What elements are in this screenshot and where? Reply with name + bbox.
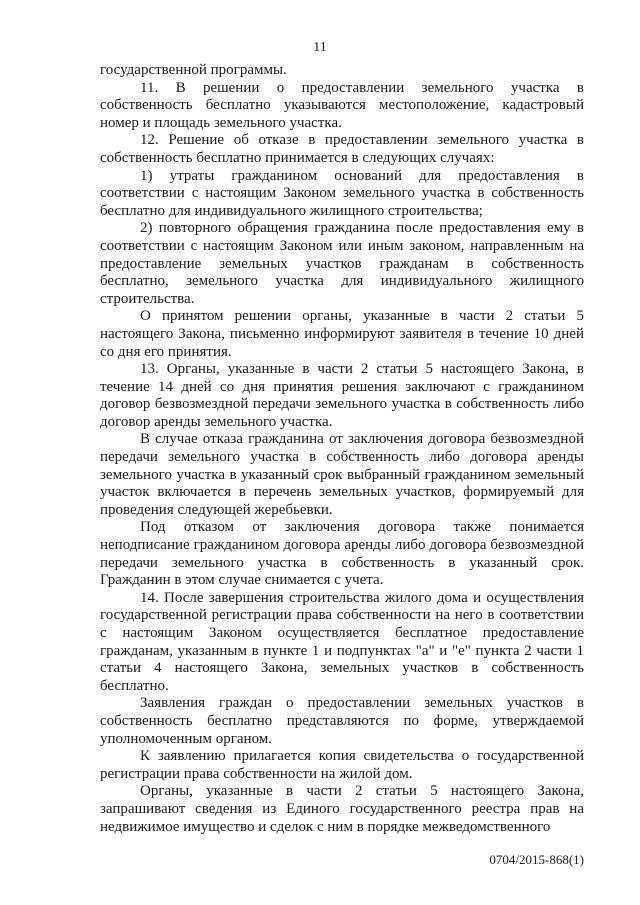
paragraph-item-2: 2) повторного обращения гражданина после предоставления ему в соответствии с настоящим Законом или иным законом, направленным на предоставление земельных участков гражданам в собственность бесплатно, земельного участка для индивидуального жилищного строительства. xyxy=(100,220,584,307)
page-number: 11 xyxy=(313,40,327,55)
document-code: 0704/2015-868(1) xyxy=(489,852,584,867)
paragraph-refusal: В случае отказа гражданина от заключения договора безвозмездной передачи земельного участка в собственность либо договора аренды земельного участка в указанный срок выбранный гражданином земельный участок включается в перечень земельных участков, формируемый для проведения следующей жеребьевки. xyxy=(100,431,584,518)
paragraph-clause-12: 12. Решение об отказе в предоставлении земельного участка в собственность бесплатно принимается в следующих случаях: xyxy=(100,132,584,166)
paragraph-applications: Заявления граждан о предоставлении земельных участков в собственность бесплатно представляются по форме, утверждаемой уполномоченным органом. xyxy=(100,695,584,747)
paragraph-clause-11: 11. В решении о предоставлении земельного участка в собственность бесплатно указываются местоположение, кадастровый номер и площадь земельного участка. xyxy=(100,79,584,131)
paragraph-attachment: К заявлению прилагается копия свидетельства о государственной регистрации права собственности на жилой дом. xyxy=(100,748,584,782)
paragraph-refusal-definition: Под отказом от заключения договора также понимается неподписание гражданином договора аренды либо договора безвозмездной передачи земельного участка в собственность в указанный срок. Гражданин в этом случае снимается с учета. xyxy=(100,519,584,589)
paragraph-notification: О принятом решении органы, указанные в части 2 статьи 5 настоящего Закона, письменно информируют заявителя в течение 10 дней со дня его принятия. xyxy=(100,308,584,360)
paragraph-clause-14: 14. После завершения строительства жилого дома и осуществления государственной регистрации права собственности на него в соответствии с настоящим Законом осуществляется бесплатное предоставление гражданам, указанным в пункте 1 и подпунктах "а" и "е" пункта 2 части 1 статьи 4 настоящего Закона, земельных участков в собственность бесплатно. xyxy=(100,589,584,694)
paragraph-continuation: государственной программы. xyxy=(100,62,287,78)
document-body xyxy=(100,62,584,836)
paragraph-item-1: 1) утраты гражданином оснований для предоставления в соответствии с настоящим Законом земельного участка в собственность бесплатно для индивидуального жилищного строительства; xyxy=(100,167,584,219)
paragraph-registry-request: Органы, указанные в части 2 статьи 5 настоящего Закона, запрашивают сведения из Единого государственного реестра прав на недвижимое имущество и сделок с ним в порядке межведомственного xyxy=(100,783,584,835)
paragraph-clause-13: 13. Органы, указанные в части 2 статьи 5 настоящего Закона, в течение 14 дней со дня принятия решения заключают с гражданином договор безвозмездной передачи земельного участка в собственность либо договор аренды земельного участка. xyxy=(100,361,584,430)
